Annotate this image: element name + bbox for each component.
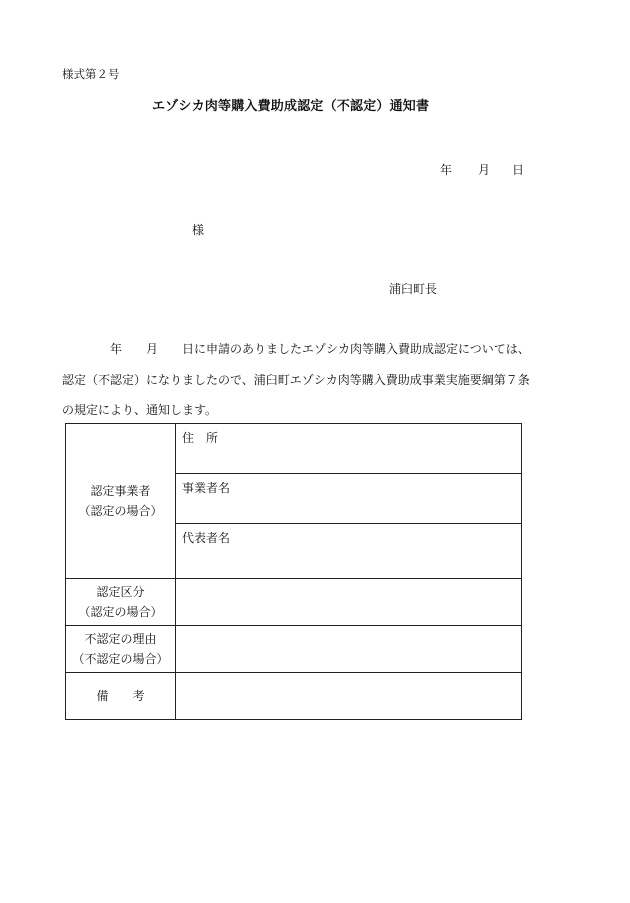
date-month-label: 月 [478, 163, 491, 177]
remarks-label: 備 考 [96, 689, 145, 703]
body-line-1-text: 日に申請のありましたエゾシカ肉等購入費助成認定については、 [182, 342, 530, 356]
issuer-name: 浦臼町長 [389, 282, 438, 296]
date-day-label: 日 [512, 163, 525, 177]
certification-table [65, 423, 522, 720]
document-title: エゾシカ肉等購入費助成認定（不認定）通知書 [152, 99, 430, 114]
date-year-label: 年 [440, 163, 453, 177]
body-year-label: 年 [110, 342, 123, 356]
body-line-3: の規定により、通知します。 [62, 403, 218, 417]
address-label: 住 所 [182, 431, 219, 445]
operator-label-cell [66, 424, 176, 579]
remarks-label-cell [66, 673, 176, 720]
reason-label-cell [66, 626, 176, 673]
address-field[interactable] [176, 424, 522, 474]
category-label-cell [66, 579, 176, 626]
body-line-2: 認定（不認定）になりましたので、浦臼町エゾシカ肉等購入費助成事業実施要綱第７条 [62, 373, 530, 387]
business-name-label: 事業者名 [182, 481, 231, 495]
operator-label: 認定事業者 [90, 484, 151, 498]
operator-label-note: （認定の場合） [78, 504, 163, 518]
remarks-field[interactable] [176, 673, 522, 720]
representative-label: 代表者名 [182, 531, 231, 545]
recipient-honorific: 様 [192, 223, 205, 237]
body-month-label: 月 [146, 342, 159, 356]
reason-label-note: （不認定の場合） [72, 652, 169, 666]
reason-field[interactable] [176, 626, 522, 673]
category-field[interactable] [176, 579, 522, 626]
reason-label: 不認定の理由 [84, 632, 157, 646]
category-label: 認定区分 [96, 585, 145, 599]
business-name-field[interactable] [176, 474, 522, 524]
representative-field[interactable] [176, 524, 522, 579]
category-label-note: （認定の場合） [78, 605, 163, 619]
form-number: 様式第２号 [62, 67, 120, 81]
body-line-1 [110, 340, 530, 357]
